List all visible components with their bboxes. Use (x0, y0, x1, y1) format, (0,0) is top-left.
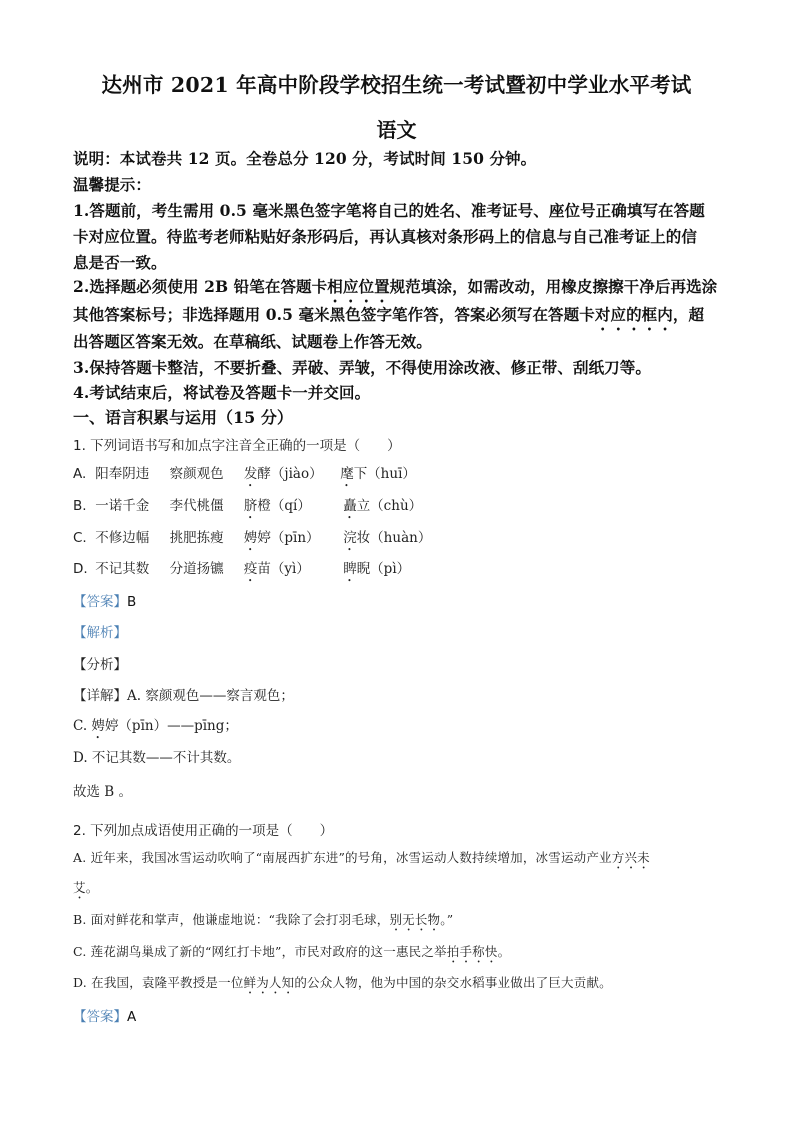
answer-value: A (127, 1009, 137, 1025)
subject-title: 语文 (376, 118, 417, 142)
dotted-char: 麾 (340, 466, 354, 482)
dotted-idiom: 拍手称快 (446, 944, 498, 959)
option-text: D. 在我国，袁隆平教授是一位 (73, 975, 244, 990)
text: ，超 (672, 305, 705, 324)
word-2: 分道扬镳 (169, 561, 224, 577)
option-text: 。 (497, 944, 511, 959)
word-1: 阳奉阴违 (95, 466, 150, 482)
pinyin-word: 橙（qí） (257, 498, 311, 514)
question-2-option-b (73, 910, 453, 934)
reminder-3: 3.保持答题卡整洁，不要折叠、弄破、弄皱，不得使用涂改液、修正带、刮纸刀等。 (73, 358, 651, 377)
dotted-char: 浣 (343, 530, 357, 546)
question-1-option-d (73, 557, 410, 585)
question-1-option-b (73, 494, 422, 522)
answer-tag: 【答案】 (73, 594, 127, 610)
dotted-char: 脐 (243, 498, 258, 514)
emphasized-text: 相应位置 (327, 277, 390, 296)
detail-text: A. 察颜观色——察言观色； (127, 688, 294, 704)
pinyin-word: 酵（jiào） (257, 466, 323, 482)
fenxi-tag: 【分析】 (73, 657, 127, 673)
pinyin-word: 下（huī） (353, 466, 416, 482)
pinyin-word: 妆（huàn） (356, 530, 432, 546)
pinyin-word: 睨（pì） (356, 561, 411, 577)
dotted-char: 娉 (91, 718, 105, 734)
dotted-idiom: 别无长物 (389, 912, 441, 927)
reminder-2-line-1 (73, 275, 717, 306)
option-label: A. (73, 466, 87, 482)
option-label: D. (73, 561, 88, 577)
reminder-4: 4.考试结束后，将试卷及答题卡一并交回。 (73, 383, 371, 402)
question-1-conclusion: 故选 B 。 (73, 784, 133, 800)
reminder-1-line-1: 1.答题前，考生需用 0.5 毫米黑色签字笔将自己的姓名、准考证号、座位号正确填写在答题 (73, 201, 705, 220)
option-text: 的公众人物，他为中国的杂交水稻事业做出了巨大贡献。 (294, 975, 612, 990)
dotted-char: 发 (243, 466, 258, 482)
question-1-analysis-tag (73, 621, 127, 641)
detail-prefix: C. (73, 718, 92, 734)
question-2-stem: 2. 下列加点成语使用正确的一项是（ ） (73, 823, 334, 839)
question-1-detail-a (73, 684, 294, 704)
analysis-tag: 【解析】 (73, 625, 127, 641)
pinyin-word: 苗（yì） (257, 561, 310, 577)
question-2-option-d (73, 973, 612, 997)
detail-tag: 【详解】 (73, 688, 127, 704)
text: 其他答案标号；非选择题用 0.5 毫米黑色签字笔作答，答案必须写在答题卡 (73, 305, 595, 324)
detail-text: 婷（pīn）——pīng； (104, 718, 238, 734)
option-text: A. 近年来，我国冰雪运动吹响了“南展西扩东进”的号角，冰雪运动人数持续增加，冰雪运动产业 (73, 850, 612, 865)
exam-title: 达州市 2021 年高中阶段学校招生统一考试暨初中学业水平考试 (101, 73, 692, 97)
reminder-heading: 温馨提示： (73, 175, 152, 194)
question-1-option-a (73, 462, 416, 490)
section-heading: 一、语言积累与运用（15 分） (73, 408, 293, 427)
option-text: C. 莲花湖鸟巢成了新的“网红打卡地”，市民对政府的这一惠民之举 (73, 944, 447, 959)
question-1-detail-c (73, 714, 238, 742)
text: 2.选择题必须使用 2B 铅笔在答题卡 (73, 277, 328, 296)
word-1: 不修边幅 (95, 530, 150, 546)
dotted-char: 娉 (243, 530, 258, 546)
exam-note: 说明：本试卷共 12 页。全卷总分 120 分，考试时间 150 分钟。 (73, 149, 537, 168)
question-1-detail-d: D. 不记其数——不计其数。 (73, 750, 241, 766)
pinyin-word: 立（chù） (356, 498, 423, 514)
option-text: 。” (440, 912, 454, 927)
reminder-1-line-2: 卡对应位置。待监考老师粘贴好条形码后，再认真核对条形码上的信息与自己准考证上的信 (73, 227, 698, 246)
word-2: 察颜观色 (169, 466, 224, 482)
dotted-idiom: 方兴未 (611, 850, 650, 865)
dotted-char: 疫 (243, 561, 258, 577)
pinyin-word: 婷（pīn） (257, 530, 320, 546)
question-2-option-a-line-1 (73, 848, 650, 872)
word-1: 一诺千金 (95, 498, 150, 514)
word-2: 挑肥拣瘦 (169, 530, 224, 546)
question-2-option-a-line-2 (73, 878, 98, 902)
option-label: B. (73, 498, 87, 514)
question-2-option-c (73, 942, 510, 966)
question-2-answer (73, 1005, 136, 1025)
dotted-idiom: 艾 (73, 880, 86, 895)
question-1-stem: 1. 下列词语书写和加点字注音全正确的一项是（ ） (73, 438, 401, 454)
question-1-option-c (73, 526, 431, 554)
question-1-fenxi-tag (73, 653, 127, 673)
reminder-1-line-3: 息是否一致。 (73, 253, 167, 272)
question-1-answer (73, 590, 136, 610)
text: 规范填涂，如需改动，用橡皮擦擦干净后再选涂 (389, 277, 718, 296)
reminder-2-line-3: 出答题区答案无效。在草稿纸、试题卷上作答无效。 (73, 332, 432, 351)
answer-value: B (127, 594, 137, 610)
option-text: 。 (85, 880, 99, 895)
option-label: C. (73, 530, 87, 546)
dotted-char: 睥 (343, 561, 357, 577)
option-text: B. 面对鲜花和掌声，他谦虚地说：“我除了会打羽毛球， (73, 912, 390, 927)
emphasized-text: 对应的框内 (594, 305, 673, 324)
answer-tag: 【答案】 (73, 1009, 127, 1025)
dotted-char: 矗 (343, 498, 357, 514)
word-2: 李代桃僵 (169, 498, 224, 514)
dotted-idiom: 鲜为人知 (243, 975, 295, 990)
word-1: 不记其数 (95, 561, 150, 577)
